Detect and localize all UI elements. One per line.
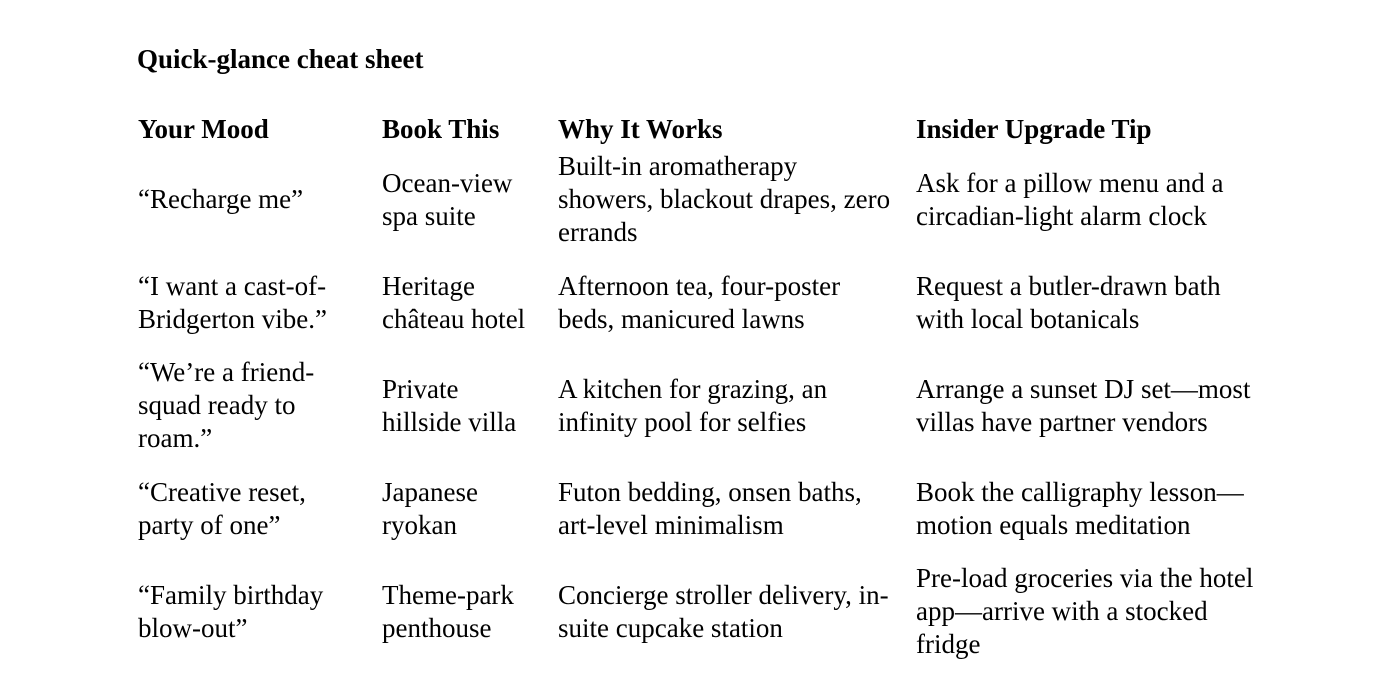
book-text: Theme-park penthouse [382, 579, 514, 643]
why-text: A kitchen for grazing, an infinity pool for selfies [558, 373, 828, 437]
tip-cell [916, 251, 1256, 354]
why-cell [558, 148, 916, 251]
cheat-sheet-table [136, 110, 1256, 663]
column-header-insider-upgrade-tip: Insider Upgrade Tip [916, 113, 1152, 144]
table-row [136, 354, 1256, 457]
mood-text: “Creative reset, party of one” [138, 476, 306, 540]
book-cell [382, 251, 558, 354]
mood-text: “We’re a friend-squad ready to roam.” [138, 357, 315, 453]
column-header-your-mood: Your Mood [138, 113, 269, 144]
mood-cell [136, 354, 382, 457]
book-text: Ocean-view spa suite [382, 167, 513, 231]
mood-cell [136, 560, 382, 663]
tip-cell [916, 560, 1256, 663]
why-cell [558, 457, 916, 560]
why-cell [558, 251, 916, 354]
why-cell [558, 560, 916, 663]
book-cell [382, 560, 558, 663]
tip-text: Request a butler-drawn bath with local botanicals [916, 270, 1221, 334]
why-text: Futon bedding, onsen baths, art-level minimalism [558, 476, 862, 540]
book-text: Japanese ryokan [382, 476, 478, 540]
table-row [136, 148, 1256, 251]
table-row [136, 457, 1256, 560]
mood-cell [136, 251, 382, 354]
table-row [136, 560, 1256, 663]
why-text: Afternoon tea, four-poster beds, manicured lawns [558, 270, 841, 334]
why-text: Built-in aromatherapy showers, blackout drapes, zero errands [558, 151, 891, 247]
tip-cell [916, 148, 1256, 251]
why-text: Concierge stroller delivery, in-suite cupcake station [558, 579, 889, 643]
book-text: Private hillside villa [382, 373, 517, 437]
mood-text: “Recharge me” [138, 184, 304, 214]
tip-text: Ask for a pillow menu and a circadian-light alarm clock [916, 167, 1224, 231]
mood-cell [136, 148, 382, 251]
table-header-row [136, 110, 1256, 148]
tip-cell [916, 354, 1256, 457]
column-header-why-it-works: Why It Works [558, 113, 723, 144]
mood-cell [136, 457, 382, 560]
book-text: Heritage château hotel [382, 270, 526, 334]
tip-cell [916, 457, 1256, 560]
column-header-book-this: Book This [382, 113, 500, 144]
table-row [136, 251, 1256, 354]
book-cell [382, 354, 558, 457]
tip-text: Pre-load groceries via the hotel app—arrive with a stocked fridge [916, 563, 1254, 659]
mood-text: “I want a cast-of-Bridgerton vibe.” [138, 270, 327, 334]
tip-text: Arrange a sunset DJ set—most villas have partner vendors [916, 373, 1251, 437]
cheat-sheet-title: Quick-glance cheat sheet [137, 44, 424, 74]
tip-text: Book the calligraphy lesson—motion equals meditation [916, 476, 1244, 540]
mood-text: “Family birthday blow-out” [138, 579, 324, 643]
book-cell [382, 457, 558, 560]
book-cell [382, 148, 558, 251]
why-cell [558, 354, 916, 457]
